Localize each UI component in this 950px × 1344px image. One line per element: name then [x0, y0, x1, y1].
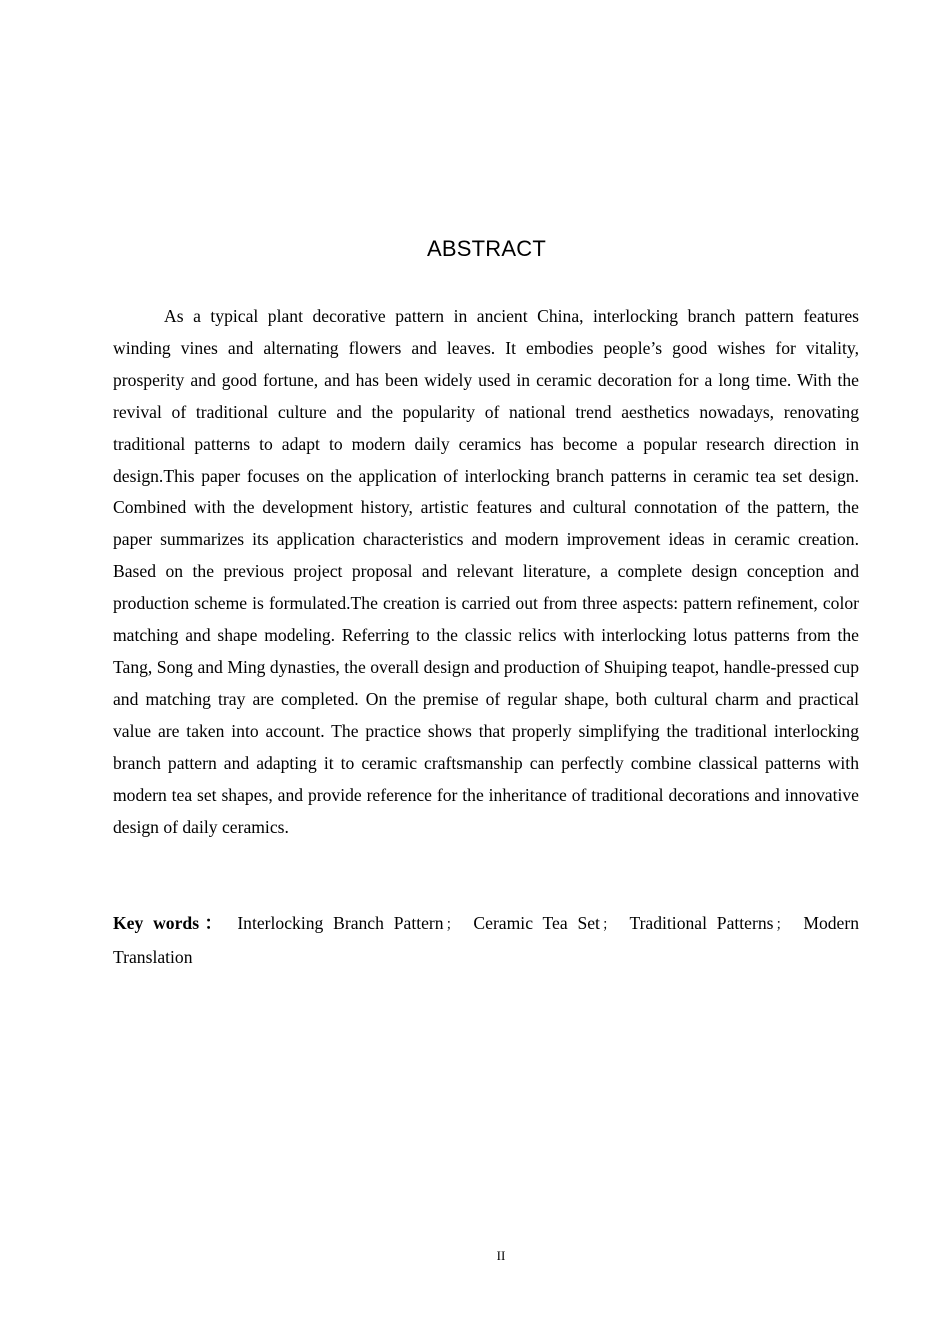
keyword-separator: ；: [445, 918, 460, 933]
abstract-body: As a typical plant decorative pattern in ancient China, interlocking branch pattern features winding vines and alternating flowers and leaves. It embodies people’s good wishes for vitality, prosperity and good fortune, and has been widely used in ceramic decoration for a long time. With the revival of traditional culture and the popularity of national trend aesthetics nowadays, renovating traditional patterns to adapt to modern daily ceramics has become a popular research direction in design.This paper focuses on the application of interlocking branch patterns in ceramic tea set design. Combined with the development history, artistic features and cultural connotation of the pattern, the paper summarizes its application characteristics and modern improvement ideas in ceramic creation. Based on the previous project proposal and relevant literature, a complete design conception and production scheme is formulated.The creation is carried out from three aspects: pattern refinement, color matching and shape modeling. Referring to the classic relics with interlocking lotus patterns from the Tang, Song and Ming dynasties, the overall design and production of Shuiping teapot, handle-pressed cup and matching tray are completed. On the premise of regular shape, both cultural charm and practical value are taken into account. The practice shows that properly simplifying the traditional interlocking branch pattern and adapting it to ceramic craftsmanship can perfectly combine classical patterns with modern tea set shapes, and provide reference for the inheritance of traditional decorations and innovative design of daily ceramics.: [113, 306, 859, 837]
page-number: II: [496, 1248, 506, 1263]
keyword-separator: ；: [775, 918, 790, 933]
keywords-label: Key words：: [113, 913, 228, 933]
keyword-item: Traditional Patterns: [629, 913, 774, 933]
keyword-item: Modern Translation: [113, 913, 860, 967]
keyword-item: Interlocking Branch Pattern: [237, 913, 444, 933]
abstract-title: ABSTRACT: [427, 236, 546, 261]
keywords-line: [113, 908, 859, 974]
keyword-separator: ；: [601, 918, 616, 933]
keyword-item: Ceramic Tea Set: [473, 913, 600, 933]
